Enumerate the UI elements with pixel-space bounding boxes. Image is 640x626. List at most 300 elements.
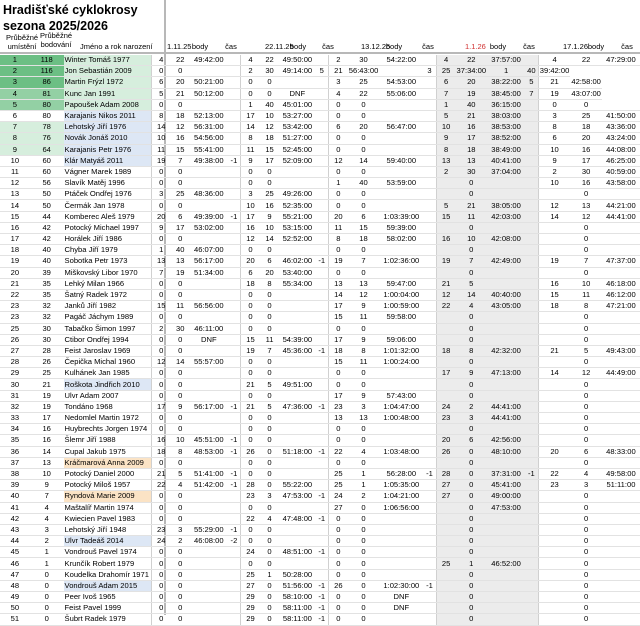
result-cell[interactable]: 0 bbox=[260, 502, 279, 513]
result-cell[interactable]: 0 bbox=[241, 536, 260, 547]
result-cell[interactable]: 0 bbox=[171, 379, 190, 390]
result-cell[interactable]: 40 bbox=[456, 99, 488, 110]
rider-name-cell[interactable]: Sobotka Petr 1973 bbox=[64, 256, 152, 267]
result-cell[interactable] bbox=[423, 480, 436, 491]
result-cell[interactable]: 1:06:56:00 bbox=[379, 502, 423, 513]
result-cell[interactable]: 2 bbox=[171, 536, 190, 547]
result-cell[interactable] bbox=[487, 580, 525, 591]
result-cell[interactable] bbox=[423, 424, 436, 435]
rider-name-cell[interactable]: Čepička Michal 1960 bbox=[64, 357, 152, 368]
result-cell[interactable] bbox=[525, 345, 538, 356]
result-cell[interactable]: 2 bbox=[456, 401, 488, 412]
result-cell[interactable] bbox=[538, 435, 570, 446]
result-cell[interactable]: 56:17:00 bbox=[190, 401, 228, 412]
result-cell[interactable]: 0 bbox=[328, 435, 347, 446]
result-cell[interactable]: 8 bbox=[241, 133, 260, 144]
result-cell[interactable]: 0 bbox=[241, 312, 260, 323]
result-cell[interactable]: 0 bbox=[570, 334, 602, 345]
rank-cell[interactable]: 22 bbox=[0, 289, 30, 300]
result-cell[interactable]: 0 bbox=[570, 558, 602, 569]
result-cell[interactable] bbox=[423, 547, 436, 558]
result-cell[interactable] bbox=[423, 211, 436, 222]
result-cell[interactable]: 0 bbox=[328, 368, 347, 379]
result-cell[interactable]: 0 bbox=[348, 569, 380, 580]
total-points-cell[interactable]: 50 bbox=[30, 189, 64, 200]
result-cell[interactable]: 37:57:00 bbox=[487, 55, 525, 66]
result-cell[interactable]: 30 bbox=[456, 166, 488, 177]
result-cell[interactable]: 10 bbox=[260, 110, 279, 121]
result-cell[interactable]: 3 bbox=[538, 110, 570, 121]
result-cell[interactable]: 6 bbox=[241, 267, 260, 278]
result-cell[interactable]: 1:05:35:00 bbox=[379, 480, 423, 491]
result-cell[interactable]: 58:11:00 bbox=[279, 603, 315, 614]
result-cell[interactable]: 13 bbox=[456, 155, 488, 166]
result-cell[interactable] bbox=[538, 569, 570, 580]
result-cell[interactable] bbox=[279, 245, 315, 256]
result-cell[interactable]: 0 bbox=[570, 592, 602, 603]
result-cell[interactable] bbox=[487, 536, 525, 547]
result-cell[interactable]: 0 bbox=[171, 614, 190, 625]
result-cell[interactable]: 0 bbox=[348, 502, 380, 513]
result-cell[interactable] bbox=[190, 278, 228, 289]
result-cell[interactable]: 22 bbox=[538, 468, 570, 479]
result-cell[interactable] bbox=[525, 245, 538, 256]
result-cell[interactable]: 29 bbox=[241, 614, 260, 625]
rider-name-cell[interactable]: Horálek Jiří 1986 bbox=[64, 234, 152, 245]
total-points-cell[interactable]: 32 bbox=[30, 301, 64, 312]
result-cell[interactable]: 26 bbox=[328, 580, 347, 591]
result-cell[interactable]: 13 bbox=[348, 413, 380, 424]
result-cell[interactable]: 0 bbox=[570, 99, 602, 110]
result-cell[interactable] bbox=[316, 88, 329, 99]
result-cell[interactable] bbox=[525, 289, 538, 300]
result-cell[interactable] bbox=[228, 580, 241, 591]
total-points-cell[interactable]: 56 bbox=[30, 178, 64, 189]
result-cell[interactable] bbox=[190, 66, 228, 77]
result-cell[interactable] bbox=[487, 614, 525, 625]
result-cell[interactable] bbox=[423, 491, 436, 502]
result-cell[interactable]: 44:41:00 bbox=[487, 401, 525, 412]
result-cell[interactable] bbox=[487, 547, 525, 558]
result-cell[interactable]: 0 bbox=[171, 178, 190, 189]
total-points-cell[interactable]: 78 bbox=[30, 122, 64, 133]
result-cell[interactable] bbox=[602, 457, 640, 468]
result-cell[interactable]: 42:58:00 bbox=[571, 77, 601, 87]
result-cell[interactable]: 0 bbox=[151, 424, 170, 435]
rank-cell[interactable]: 46 bbox=[0, 558, 30, 569]
result-cell[interactable] bbox=[538, 323, 570, 334]
result-cell[interactable]: 2 bbox=[348, 491, 380, 502]
result-cell[interactable]: 0 bbox=[456, 222, 488, 233]
result-cell[interactable]: 43:36:00 bbox=[602, 122, 640, 133]
total-points-cell[interactable]: 86 bbox=[30, 77, 64, 88]
rider-name-cell[interactable]: Janků Jiří 1982 bbox=[64, 301, 152, 312]
result-cell[interactable]: 56:28:00 bbox=[379, 468, 423, 479]
rank-cell[interactable]: 29 bbox=[0, 368, 30, 379]
result-cell[interactable] bbox=[228, 88, 241, 99]
result-cell[interactable]: 8 bbox=[328, 234, 347, 245]
result-cell[interactable] bbox=[487, 267, 525, 278]
result-cell[interactable]: 52:09:00 bbox=[279, 155, 315, 166]
result-cell[interactable]: 0 bbox=[151, 390, 170, 401]
result-cell[interactable] bbox=[538, 189, 570, 200]
result-cell[interactable]: 18 bbox=[570, 122, 602, 133]
result-cell[interactable]: 0 bbox=[260, 536, 279, 547]
result-cell[interactable] bbox=[538, 524, 570, 535]
result-cell[interactable] bbox=[228, 267, 241, 278]
result-cell[interactable] bbox=[316, 379, 329, 390]
result-cell[interactable] bbox=[423, 189, 436, 200]
result-cell[interactable]: -1 bbox=[316, 491, 329, 502]
result-cell[interactable]: 8 bbox=[538, 122, 570, 133]
result-cell[interactable] bbox=[379, 614, 423, 625]
result-cell[interactable]: 8 bbox=[348, 345, 380, 356]
result-cell[interactable]: 42:03:00 bbox=[487, 211, 525, 222]
result-cell[interactable]: 58:10:00 bbox=[279, 592, 315, 603]
result-cell[interactable] bbox=[538, 379, 570, 390]
result-cell[interactable]: 0 bbox=[570, 524, 602, 535]
result-cell[interactable]: 47:53:00 bbox=[487, 502, 525, 513]
result-cell[interactable] bbox=[190, 234, 228, 245]
result-cell[interactable]: 1:03:39:00 bbox=[379, 211, 423, 222]
result-cell[interactable] bbox=[602, 524, 640, 535]
result-cell[interactable] bbox=[190, 513, 228, 524]
result-cell[interactable]: 0 bbox=[348, 457, 380, 468]
result-cell[interactable] bbox=[190, 200, 228, 211]
result-cell[interactable] bbox=[538, 457, 570, 468]
result-cell[interactable]: 0 bbox=[151, 413, 170, 424]
result-cell[interactable]: 16 bbox=[456, 122, 488, 133]
result-cell[interactable]: 30 bbox=[260, 66, 279, 77]
rider-name-cell[interactable]: Slavík Matěj 1996 bbox=[64, 178, 152, 189]
result-cell[interactable]: 9 bbox=[348, 301, 380, 312]
result-cell[interactable] bbox=[602, 580, 640, 591]
rank-cell[interactable]: 9 bbox=[0, 144, 30, 155]
result-cell[interactable]: 0 bbox=[260, 312, 279, 323]
result-cell[interactable] bbox=[423, 413, 436, 424]
result-cell[interactable]: 0 bbox=[260, 524, 279, 535]
result-cell[interactable]: 18 bbox=[348, 234, 380, 245]
rider-name-cell[interactable]: Šubrt Radek 1979 bbox=[64, 614, 152, 625]
result-cell[interactable]: 21 bbox=[538, 345, 570, 356]
result-cell[interactable] bbox=[279, 468, 315, 479]
result-cell[interactable]: 0 bbox=[241, 289, 260, 300]
result-cell[interactable]: 7 bbox=[525, 88, 538, 99]
rider-name-cell[interactable]: Nedomlel Martin 1972 bbox=[64, 413, 152, 424]
result-cell[interactable]: 0 bbox=[241, 166, 260, 177]
result-cell[interactable]: 53:42:00 bbox=[279, 122, 315, 133]
result-cell[interactable]: 0 bbox=[171, 99, 190, 110]
result-cell[interactable]: 9 bbox=[151, 222, 170, 233]
result-cell[interactable] bbox=[316, 155, 329, 166]
result-cell[interactable]: 0 bbox=[241, 413, 260, 424]
rank-cell[interactable]: 45 bbox=[0, 547, 30, 558]
result-cell[interactable] bbox=[538, 267, 570, 278]
result-cell[interactable]: 58:11:00 bbox=[279, 614, 315, 625]
result-cell[interactable] bbox=[316, 189, 329, 200]
result-cell[interactable] bbox=[279, 536, 315, 547]
result-cell[interactable] bbox=[228, 166, 241, 177]
result-cell[interactable]: 8 bbox=[171, 446, 190, 457]
result-cell[interactable]: 27 bbox=[436, 480, 455, 491]
result-cell[interactable] bbox=[436, 267, 455, 278]
rank-cell[interactable]: 38 bbox=[0, 468, 30, 479]
result-cell[interactable]: 0 bbox=[570, 614, 602, 625]
result-cell[interactable]: 0 bbox=[456, 491, 488, 502]
result-cell[interactable]: 1:00:59:00 bbox=[379, 301, 423, 312]
result-cell[interactable]: 15 bbox=[348, 222, 380, 233]
result-cell[interactable]: 59:47:00 bbox=[379, 278, 423, 289]
result-cell[interactable]: 0 bbox=[570, 401, 602, 412]
result-cell[interactable]: 52:13:00 bbox=[190, 110, 228, 121]
result-cell[interactable] bbox=[436, 592, 455, 603]
result-cell[interactable] bbox=[423, 99, 436, 110]
result-cell[interactable]: 14 bbox=[538, 368, 570, 379]
result-cell[interactable]: 19 bbox=[436, 256, 455, 267]
result-cell[interactable]: 49:42:00 bbox=[190, 55, 228, 66]
result-cell[interactable]: 19 bbox=[328, 256, 347, 267]
result-cell[interactable]: 13 bbox=[348, 278, 380, 289]
result-cell[interactable]: 57:43:00 bbox=[379, 390, 423, 401]
result-cell[interactable]: -1 bbox=[316, 614, 329, 625]
result-cell[interactable] bbox=[487, 569, 525, 580]
result-cell[interactable] bbox=[602, 547, 640, 558]
result-cell[interactable]: 10 bbox=[456, 234, 488, 245]
rider-name-cell[interactable]: Karajanis Nikos 2011 bbox=[64, 110, 152, 121]
result-cell[interactable] bbox=[525, 99, 538, 110]
result-cell[interactable] bbox=[538, 334, 570, 345]
result-cell[interactable] bbox=[436, 457, 455, 468]
result-cell[interactable]: 0 bbox=[456, 178, 488, 189]
result-cell[interactable]: 56:47:00 bbox=[379, 122, 423, 133]
result-cell[interactable]: 0 bbox=[570, 267, 602, 278]
result-cell[interactable]: 2 bbox=[436, 166, 455, 177]
result-cell[interactable]: 0 bbox=[456, 267, 488, 278]
result-cell[interactable] bbox=[602, 513, 640, 524]
result-cell[interactable]: 0 bbox=[151, 569, 170, 580]
result-cell[interactable]: 3 bbox=[456, 413, 488, 424]
result-cell[interactable] bbox=[190, 178, 228, 189]
result-cell[interactable] bbox=[379, 110, 423, 121]
result-cell[interactable]: 0 bbox=[456, 312, 488, 323]
result-cell[interactable]: 0 bbox=[348, 133, 380, 144]
result-cell[interactable]: 16 bbox=[570, 178, 602, 189]
result-cell[interactable]: 18 bbox=[436, 345, 455, 356]
result-cell[interactable]: 1 bbox=[151, 245, 170, 256]
result-cell[interactable]: 13 bbox=[151, 256, 170, 267]
result-cell[interactable]: 0 bbox=[570, 222, 602, 233]
result-cell[interactable]: 0 bbox=[570, 424, 602, 435]
result-cell[interactable]: 0 bbox=[260, 446, 279, 457]
result-cell[interactable] bbox=[228, 256, 241, 267]
result-cell[interactable]: 0 bbox=[151, 278, 170, 289]
result-cell[interactable]: 10 bbox=[241, 200, 260, 211]
result-cell[interactable]: 0 bbox=[241, 245, 260, 256]
result-cell[interactable] bbox=[436, 357, 455, 368]
total-points-cell[interactable]: 76 bbox=[30, 133, 64, 144]
result-cell[interactable]: 0 bbox=[171, 312, 190, 323]
total-points-cell[interactable]: 0 bbox=[30, 592, 64, 603]
result-cell[interactable]: 23 bbox=[241, 491, 260, 502]
rider-name-cell[interactable]: Peer Ivoš 1965 bbox=[64, 592, 152, 603]
result-cell[interactable] bbox=[423, 200, 436, 211]
result-cell[interactable] bbox=[379, 435, 423, 446]
result-cell[interactable] bbox=[423, 390, 436, 401]
result-cell[interactable]: 13 bbox=[436, 155, 455, 166]
result-cell[interactable] bbox=[190, 390, 228, 401]
result-cell[interactable]: 11 bbox=[241, 144, 260, 155]
result-cell[interactable]: 11 bbox=[456, 211, 488, 222]
result-cell[interactable] bbox=[316, 133, 329, 144]
result-cell[interactable]: 42:08:00 bbox=[487, 234, 525, 245]
result-cell[interactable] bbox=[525, 144, 538, 155]
result-cell[interactable]: 0 bbox=[171, 166, 190, 177]
result-cell[interactable]: 0 bbox=[171, 234, 190, 245]
result-cell[interactable] bbox=[279, 312, 315, 323]
result-cell[interactable] bbox=[228, 424, 241, 435]
total-points-cell[interactable]: 3 bbox=[30, 524, 64, 535]
rider-name-cell[interactable]: Ulvr Tadeáš 2014 bbox=[64, 536, 152, 547]
result-cell[interactable] bbox=[190, 289, 228, 300]
result-cell[interactable]: 0 bbox=[328, 189, 347, 200]
result-cell[interactable] bbox=[538, 234, 570, 245]
result-cell[interactable]: 19 bbox=[171, 267, 190, 278]
result-cell[interactable] bbox=[423, 289, 436, 300]
result-cell[interactable]: 0 bbox=[570, 245, 602, 256]
result-cell[interactable] bbox=[423, 222, 436, 233]
result-cell[interactable]: 36:15:00 bbox=[487, 99, 525, 110]
result-cell[interactable]: 1:00:48:00 bbox=[379, 413, 423, 424]
result-cell[interactable]: 7 bbox=[260, 345, 279, 356]
result-cell[interactable]: 59:06:00 bbox=[379, 334, 423, 345]
result-cell[interactable]: 51:18:00 bbox=[279, 446, 315, 457]
result-cell[interactable]: 5 bbox=[456, 278, 488, 289]
result-cell[interactable]: 0 bbox=[171, 547, 190, 558]
result-cell[interactable] bbox=[423, 592, 436, 603]
result-cell[interactable]: 0 bbox=[328, 457, 347, 468]
result-cell[interactable] bbox=[316, 569, 329, 580]
result-cell[interactable]: 51:42:00 bbox=[190, 480, 228, 491]
result-cell[interactable] bbox=[602, 357, 640, 368]
result-cell[interactable]: 10 bbox=[570, 278, 602, 289]
total-points-cell[interactable]: 42 bbox=[30, 234, 64, 245]
result-cell[interactable] bbox=[525, 312, 538, 323]
rank-cell[interactable]: 44 bbox=[0, 536, 30, 547]
result-cell[interactable]: 0 bbox=[151, 592, 170, 603]
rank-cell[interactable]: 19 bbox=[0, 256, 30, 267]
result-cell[interactable] bbox=[279, 502, 315, 513]
rank-cell[interactable]: 33 bbox=[0, 413, 30, 424]
result-cell[interactable]: 17 bbox=[456, 133, 488, 144]
result-cell[interactable]: 48:33:00 bbox=[602, 446, 640, 457]
result-cell[interactable] bbox=[487, 424, 525, 435]
result-cell[interactable]: 0 bbox=[151, 379, 170, 390]
result-cell[interactable]: 0 bbox=[456, 446, 488, 457]
result-cell[interactable] bbox=[228, 245, 241, 256]
result-cell[interactable]: 0 bbox=[241, 390, 260, 401]
result-cell[interactable]: 20 bbox=[538, 446, 570, 457]
result-cell[interactable]: 16 bbox=[538, 278, 570, 289]
total-points-cell[interactable]: 19 bbox=[30, 390, 64, 401]
result-cell[interactable] bbox=[228, 178, 241, 189]
total-points-cell[interactable]: 4 bbox=[30, 513, 64, 524]
total-points-cell[interactable]: 81 bbox=[30, 88, 64, 99]
result-cell[interactable]: 49:51:00 bbox=[279, 379, 315, 390]
result-cell[interactable] bbox=[525, 524, 538, 535]
result-cell[interactable] bbox=[316, 200, 329, 211]
result-cell[interactable] bbox=[436, 334, 455, 345]
result-cell[interactable] bbox=[538, 245, 570, 256]
result-cell[interactable]: 0 bbox=[348, 166, 380, 177]
result-cell[interactable]: 1 bbox=[487, 66, 525, 77]
result-cell[interactable] bbox=[487, 390, 525, 401]
result-cell[interactable]: 0 bbox=[328, 110, 347, 121]
result-cell[interactable]: 0 bbox=[348, 536, 380, 547]
result-cell[interactable] bbox=[228, 513, 241, 524]
result-cell[interactable]: 2 bbox=[538, 166, 570, 177]
result-cell[interactable]: 21 bbox=[328, 66, 347, 77]
result-cell[interactable]: 0 bbox=[171, 390, 190, 401]
rank-cell[interactable]: 3 bbox=[0, 77, 30, 88]
result-cell[interactable]: 0 bbox=[348, 558, 380, 569]
result-cell[interactable]: 43:58:00 bbox=[602, 178, 640, 189]
result-cell[interactable] bbox=[316, 178, 329, 189]
result-cell[interactable]: 47:53:00 bbox=[279, 491, 315, 502]
result-cell[interactable]: 5 bbox=[171, 468, 190, 479]
result-cell[interactable]: 0 bbox=[151, 558, 170, 569]
result-cell[interactable]: 1 bbox=[456, 558, 488, 569]
result-cell[interactable] bbox=[279, 166, 315, 177]
total-points-cell[interactable]: 1 bbox=[30, 558, 64, 569]
result-cell[interactable]: 12 bbox=[570, 211, 602, 222]
result-cell[interactable]: 21 bbox=[151, 468, 170, 479]
result-cell[interactable] bbox=[487, 245, 525, 256]
result-cell[interactable]: 0 bbox=[171, 592, 190, 603]
result-cell[interactable]: 38:52:00 bbox=[487, 133, 525, 144]
result-cell[interactable] bbox=[228, 66, 241, 77]
result-cell[interactable]: 22 bbox=[241, 513, 260, 524]
result-cell[interactable]: 0 bbox=[260, 289, 279, 300]
result-cell[interactable]: 0 bbox=[348, 580, 380, 591]
result-cell[interactable]: 0 bbox=[171, 569, 190, 580]
result-cell[interactable]: 0 bbox=[348, 524, 380, 535]
result-cell[interactable]: 0 bbox=[570, 603, 602, 614]
result-cell[interactable]: 18 bbox=[171, 110, 190, 121]
result-cell[interactable] bbox=[423, 502, 436, 513]
result-cell[interactable]: 0 bbox=[570, 435, 602, 446]
result-cell[interactable]: 38:05:00 bbox=[487, 200, 525, 211]
result-cell[interactable] bbox=[279, 558, 315, 569]
result-cell[interactable]: 16 bbox=[570, 144, 602, 155]
total-points-cell[interactable]: 28 bbox=[30, 345, 64, 356]
result-cell[interactable]: 1 bbox=[260, 569, 279, 580]
result-cell[interactable] bbox=[423, 245, 436, 256]
result-cell[interactable]: 8 bbox=[260, 278, 279, 289]
result-cell[interactable] bbox=[190, 368, 228, 379]
result-cell[interactable]: 0 bbox=[151, 457, 170, 468]
result-cell[interactable]: 40:40:00 bbox=[487, 289, 525, 300]
result-cell[interactable]: 0 bbox=[260, 580, 279, 591]
rank-cell[interactable]: 30 bbox=[0, 379, 30, 390]
result-cell[interactable] bbox=[316, 413, 329, 424]
result-cell[interactable]: 0 bbox=[348, 99, 380, 110]
rider-name-cell[interactable]: Martin Frýzl 1972 bbox=[64, 77, 152, 88]
result-cell[interactable]: 17 bbox=[241, 110, 260, 121]
result-cell[interactable]: 43:24:00 bbox=[602, 133, 640, 144]
result-cell[interactable]: 0 bbox=[328, 536, 347, 547]
result-cell[interactable] bbox=[423, 55, 436, 66]
result-cell[interactable]: 0 bbox=[260, 480, 279, 491]
